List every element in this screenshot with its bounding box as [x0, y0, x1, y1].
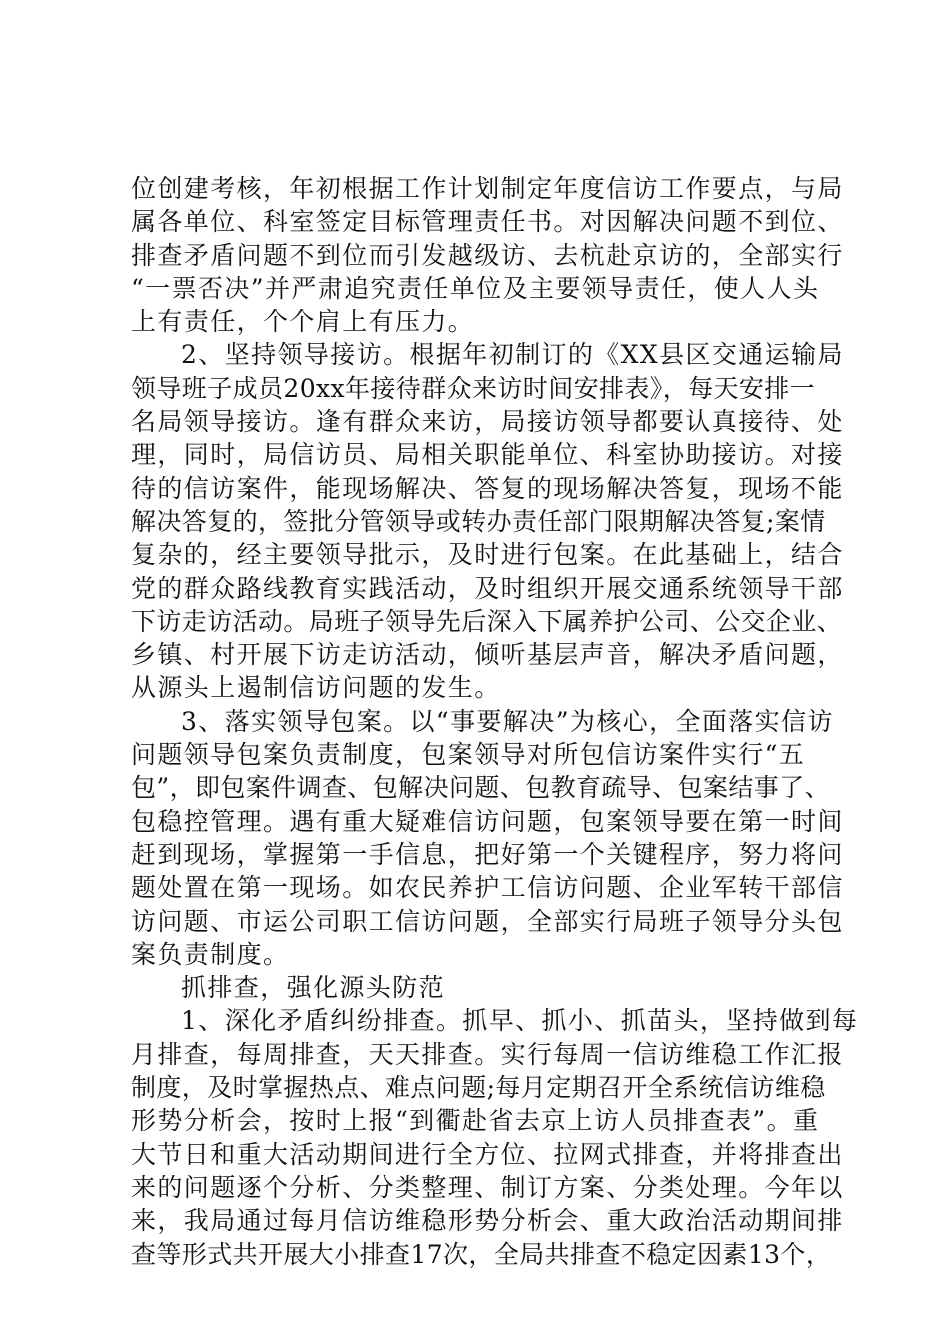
text-line: 月排查，每周排查，天天排查。实行每周一信访维稳工作汇报 — [131, 1039, 844, 1069]
text-line: 从源头上遏制信访问题的发生。 — [131, 673, 501, 703]
text-line: 形势分析会，按时上报“到衢赴省去京上访人员排查表”。重 — [131, 1106, 820, 1136]
text-line: 领导班子成员20xx年接待群众来访时间安排表》，每天安排一 — [131, 373, 816, 403]
text-line: 下访走访活动。局班子领导先后深入下属养护公司、公交企业、 — [131, 606, 843, 636]
paragraph-start-line: 1、深化矛盾纠纷排查。抓早、抓小、抓苗头，坚持做到每 — [181, 1006, 859, 1036]
text-line: 查等形式共开展大小排查17次，全局共排查不稳定因素13个， — [131, 1239, 832, 1269]
text-line: 党的群众路线教育实践活动，及时组织开展交通系统领导干部 — [131, 573, 844, 603]
paragraph-start-line: 3、落实领导包案。以“事要解决”为核心，全面落实信访 — [181, 706, 834, 736]
text-line: 位创建考核，年初根据工作计划制定年度信访工作要点，与局 — [131, 174, 844, 203]
section-heading: 抓排查，强化源头防范 — [181, 973, 446, 1003]
text-line: “一票否决”并严肃追究责任单位及主要领导责任，使人人头 — [131, 273, 820, 303]
text-line: 排查矛盾问题不到位而引发越级访、去杭赴京访的，全部实行 — [131, 240, 844, 270]
text-line: 赶到现场，掌握第一手信息，把好第一个关键程序，努力将问 — [131, 839, 844, 869]
text-line: 访问题、市运公司职工信访问题，全部实行局班子领导分头包 — [131, 906, 844, 936]
text-line: 属各单位、科室签定目标管理责任书。对因解决问题不到位、 — [131, 207, 844, 237]
text-line: 上有责任，个个肩上有压力。 — [131, 307, 475, 337]
text-line: 来，我局通过每月信访维稳形势分析会、重大政治活动期间排 — [131, 1206, 844, 1236]
text-line: 名局领导接访。逢有群众来访，局接访领导都要认真接待、处 — [131, 407, 844, 437]
text-line: 解决答复的，签批分管领导或转办责任部门限期解决答复;案情 — [131, 506, 826, 536]
paragraph-start-line: 2、坚持领导接访。根据年初制订的《XX县区交通运输局 — [181, 340, 844, 370]
text-line: 来的问题逐个分析、分类整理、制订方案、分类处理。今年以 — [131, 1172, 844, 1202]
text-line: 案负责制度。 — [131, 939, 290, 969]
text-line: 理，同时，局信访员、局相关职能单位、科室协助接访。对接 — [131, 440, 844, 470]
text-line: 乡镇、村开展下访走访活动，倾听基层声音，解决矛盾问题， — [131, 640, 844, 670]
text-line: 包”，即包案件调查、包解决问题、包教育疏导、包案结事了、 — [131, 773, 830, 803]
text-line: 问题领导包案负责制度，包案领导对所包信访案件实行“五 — [131, 740, 806, 770]
text-line: 复杂的，经主要领导批示，及时进行包案。在此基础上，结合 — [131, 540, 844, 570]
text-line: 包稳控管理。遇有重大疑难信访问题，包案领导要在第一时间 — [131, 806, 844, 836]
text-line: 大节日和重大活动期间进行全方位、拉网式排查，并将排查出 — [131, 1139, 844, 1169]
text-line: 题处置在第一现场。如农民养护工信访问题、企业军转干部信 — [131, 873, 844, 903]
body-text — [131, 172, 859, 1271]
text-line: 制度，及时掌握热点、难点问题;每月定期召开全系统信访维稳 — [131, 1073, 826, 1103]
text-line: 待的信访案件，能现场解决、答复的现场解决答复，现场不能 — [131, 473, 844, 503]
